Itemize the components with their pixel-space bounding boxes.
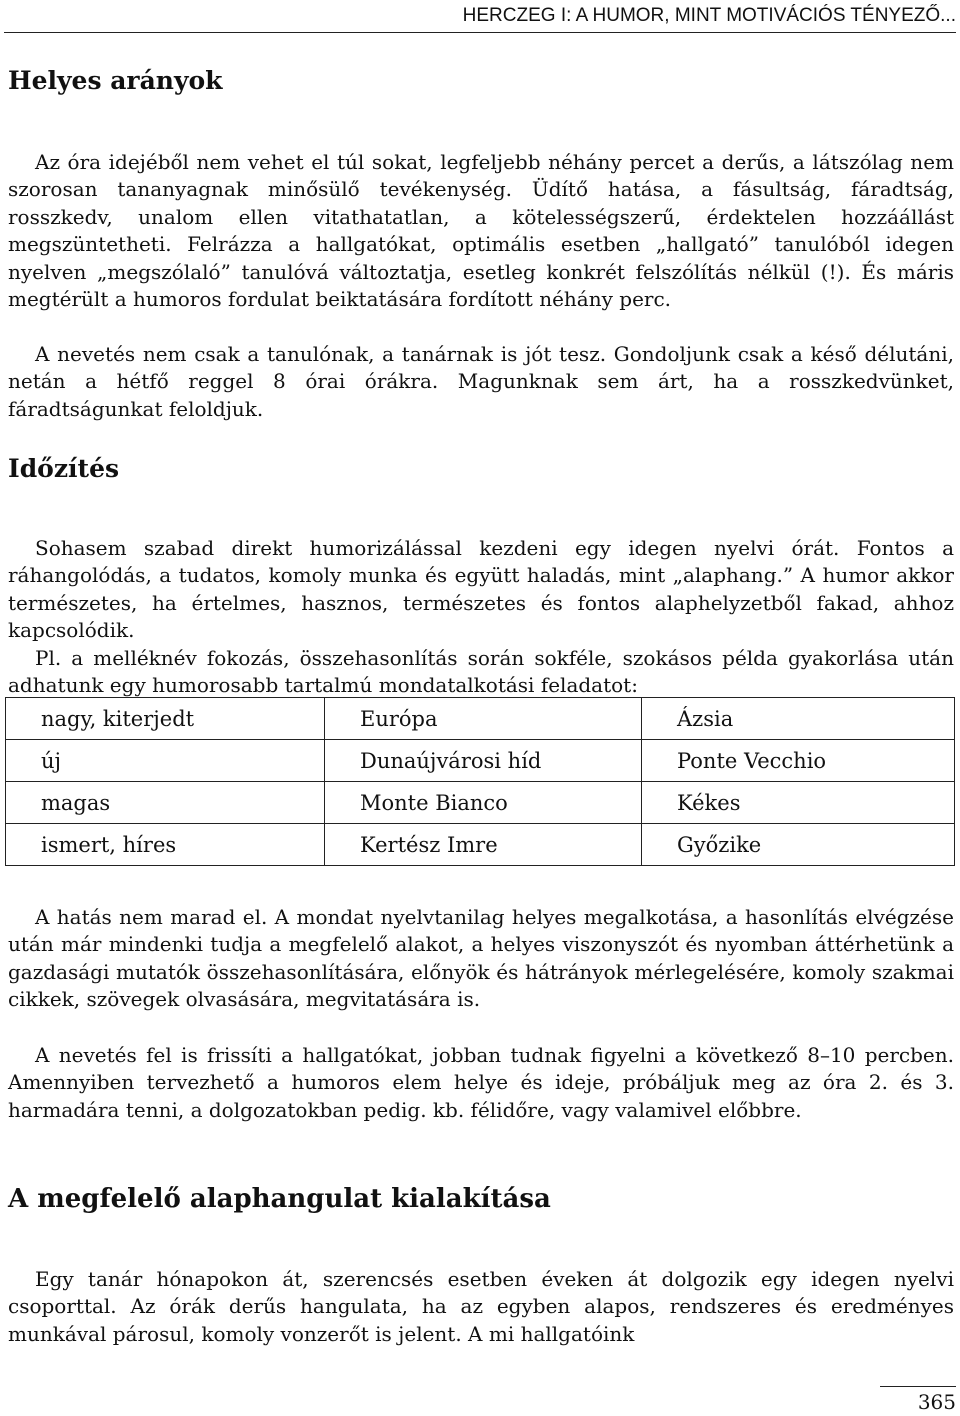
table-cell: Ázsia (642, 698, 955, 740)
table-cell: Kékes (642, 782, 955, 824)
section-heading-helyes-aranyok: Helyes arányok (8, 66, 223, 95)
table-cell: Ponte Vecchio (642, 740, 955, 782)
page-number: 365 (917, 1390, 956, 1414)
table-cell: Dunaújvárosi híd (325, 740, 642, 782)
paragraph: A hatás nem marad el. A mondat nyelvtanilag helyes megalkotása, a hasonlítás elvégzése után már mindenki tudja a megfelelő alakot, a helyes viszonyszót és nyomban áttérhetünk a gazdasági mutatók összehasonlítására, előnyök és hátrányok mérlegelésére, komoly szakmai cikkek, szövegek olvasására, megvitatására is. (8, 905, 954, 1012)
table-cell: ismert, híres (6, 824, 325, 866)
table-cell: Európa (325, 698, 642, 740)
footer-rule (880, 1386, 956, 1387)
paragraph: Sohasem szabad direkt humorizálással kezdeni egy idegen nyelvi órát. Fontos a ráhangolódás, a tudatos, komoly munka és együtt haladás, mint „alaphang.” A humor akkor természetes, ha értelmes, hasznos, természetes és fontos alaphelyzetből fakad, ahhoz kapcsolódik. (8, 536, 954, 643)
paragraph: A nevetés nem csak a tanulónak, a tanárnak is jót tesz. Gondoljunk csak a késő délutáni, netán a hétfő reggel 8 órai órákra. Magunknak sem árt, ha a rosszkedvünket, fáradtságunkat feloldjuk. (8, 342, 954, 421)
table-row (6, 824, 955, 866)
table-cell: Győzike (642, 824, 955, 866)
table-row (6, 698, 955, 740)
table-cell: magas (6, 782, 325, 824)
table-cell: Monte Bianco (325, 782, 642, 824)
table-row (6, 740, 955, 782)
table-row (6, 782, 955, 824)
running-header: HERCZEG I: A HUMOR, MINT MOTIVÁCIÓS TÉNYEZŐ... (4, 4, 956, 33)
paragraph: Pl. a melléknév fokozás, összehasonlítás során sokféle, szokásos példa gyakorlása után adhatunk egy humorosabb tartalmú mondatalkotási feladatot: (8, 646, 954, 698)
section-heading-alaphangulat: A megfelelő alaphangulat kialakítása (8, 1184, 551, 1214)
section-heading-idozites: Időzítés (8, 454, 120, 483)
paragraph: A nevetés fel is frissíti a hallgatókat, jobban tudnak figyelni a következő 8–10 percben. Amennyiben tervezhető a humoros elem helye és ideje, próbáljuk meg az óra 2. és 3. harmadára tenni, a dolgozatokban pedig. kb. félidőre, vagy valamivel előbbre. (8, 1043, 954, 1122)
table-cell: Kertész Imre (325, 824, 642, 866)
table-cell: új (6, 740, 325, 782)
paragraph: Egy tanár hónapokon át, szerencsés esetben éveken át dolgozik egy idegen nyelvi csoporttal. Az órák derűs hangulata, ha az egyben alapos, rendszeres és eredményes munkával párosul, komoly vonzerőt is jelent. A mi hallgatóink (8, 1267, 954, 1346)
example-table (5, 697, 955, 866)
paragraph: Az óra idejéből nem vehet el túl sokat, legfeljebb néhány percet a derűs, a látszólag nem szorosan tananyagnak minősülő tevékenység. Üdítő hatása, a fásultság, fáradtság, rosszkedv, unalom ellen vitathatatlan, a kötelességszerű, érdektelen hozzáállást megszüntetheti. Felrázza a hallgatókat, optimális esetben „hallgató” tanulóból idegen nyelven „megszólaló” tanulóvá változtatja, esetleg konkrét felszólítás nélkül (!). És máris megtérült a humoros fordulat beiktatására fordított néhány perc. (8, 150, 954, 312)
table-cell: nagy, kiterjedt (6, 698, 325, 740)
